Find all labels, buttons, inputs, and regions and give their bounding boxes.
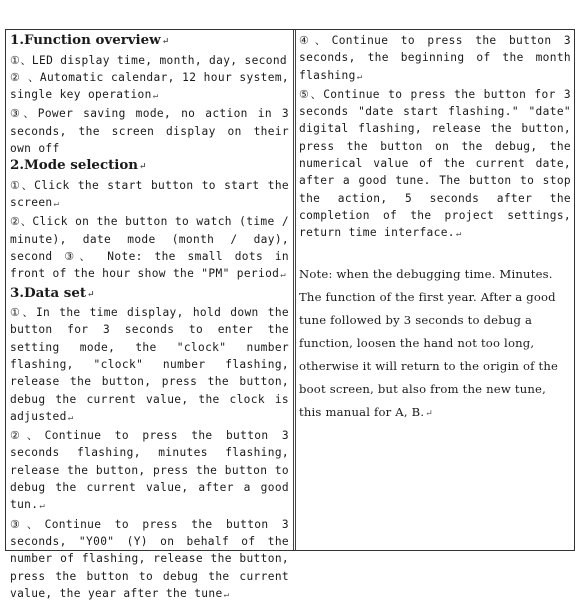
paragraph: ④、Continue to press the button 3 seconds, the beginning of the month flashing↵ [299, 34, 571, 82]
spacer [299, 244, 571, 263]
paragraph: ①、Click the start button to start the screen↵ [10, 178, 289, 210]
paragraph: ⑤、Continue to press the button for 3 seconds "date start flashing." "date" digital flashing, release the button, press the button on the debug, the numerical value of the current date, after a good tune. The button to stop the action, 5 seconds after the completion of the project settings, return time interface.↵ [299, 87, 571, 240]
section-heading-data-set: 3.Data set↵ [10, 284, 95, 301]
paragraph: ①、In the time display, hold down the button for 3 seconds to enter the setting mode, the "clock" number flashing, "clock" number flashing, release the button, press the button, debug the current value, the clock is adjusted↵ [10, 306, 289, 423]
paragraph: ② 、Automatic calendar, 12 hour system, single key operation↵ [10, 70, 289, 102]
paragraph: ①、LED display time, month, day, second [10, 53, 287, 67]
note-paragraph: Note: when the debugging time. Minutes. The function of the first year. After a good tune followed by 3 seconds to debug a function, loosen the hand not too long, otherwise it will return to the origin of the boot screen, but also from the new tune, this manual for A, B.↵ [299, 266, 559, 419]
column-divider [293, 30, 296, 550]
paragraph: ②、Continue to press the button 3 seconds flashing, minutes flashing, release the button, press the button to debug the current value, after a good tun.↵ [10, 429, 289, 512]
right-column [299, 32, 571, 426]
left-column [10, 32, 289, 604]
section-heading-mode-selection: 2.Mode selection↵ [10, 157, 147, 174]
paragraph: ③、Power saving mode, no action in 3 seconds, the screen display on their own off [10, 107, 289, 155]
manual-sheet [5, 29, 575, 600]
paragraph: ②、Click on the button to watch (time / minute), date mode (month / day), second ③、 Note: the small dots in front of the hour show the "PM" period↵ [10, 215, 289, 281]
section-heading-function-overview: 1.Function overview↵ [10, 32, 170, 48]
paragraph: ③、Continue to press the button 3 seconds, "Y00" (Y) on behalf of the number of flashing, release the button, press the button to debug the current value, the year after the tune↵ [10, 517, 289, 600]
